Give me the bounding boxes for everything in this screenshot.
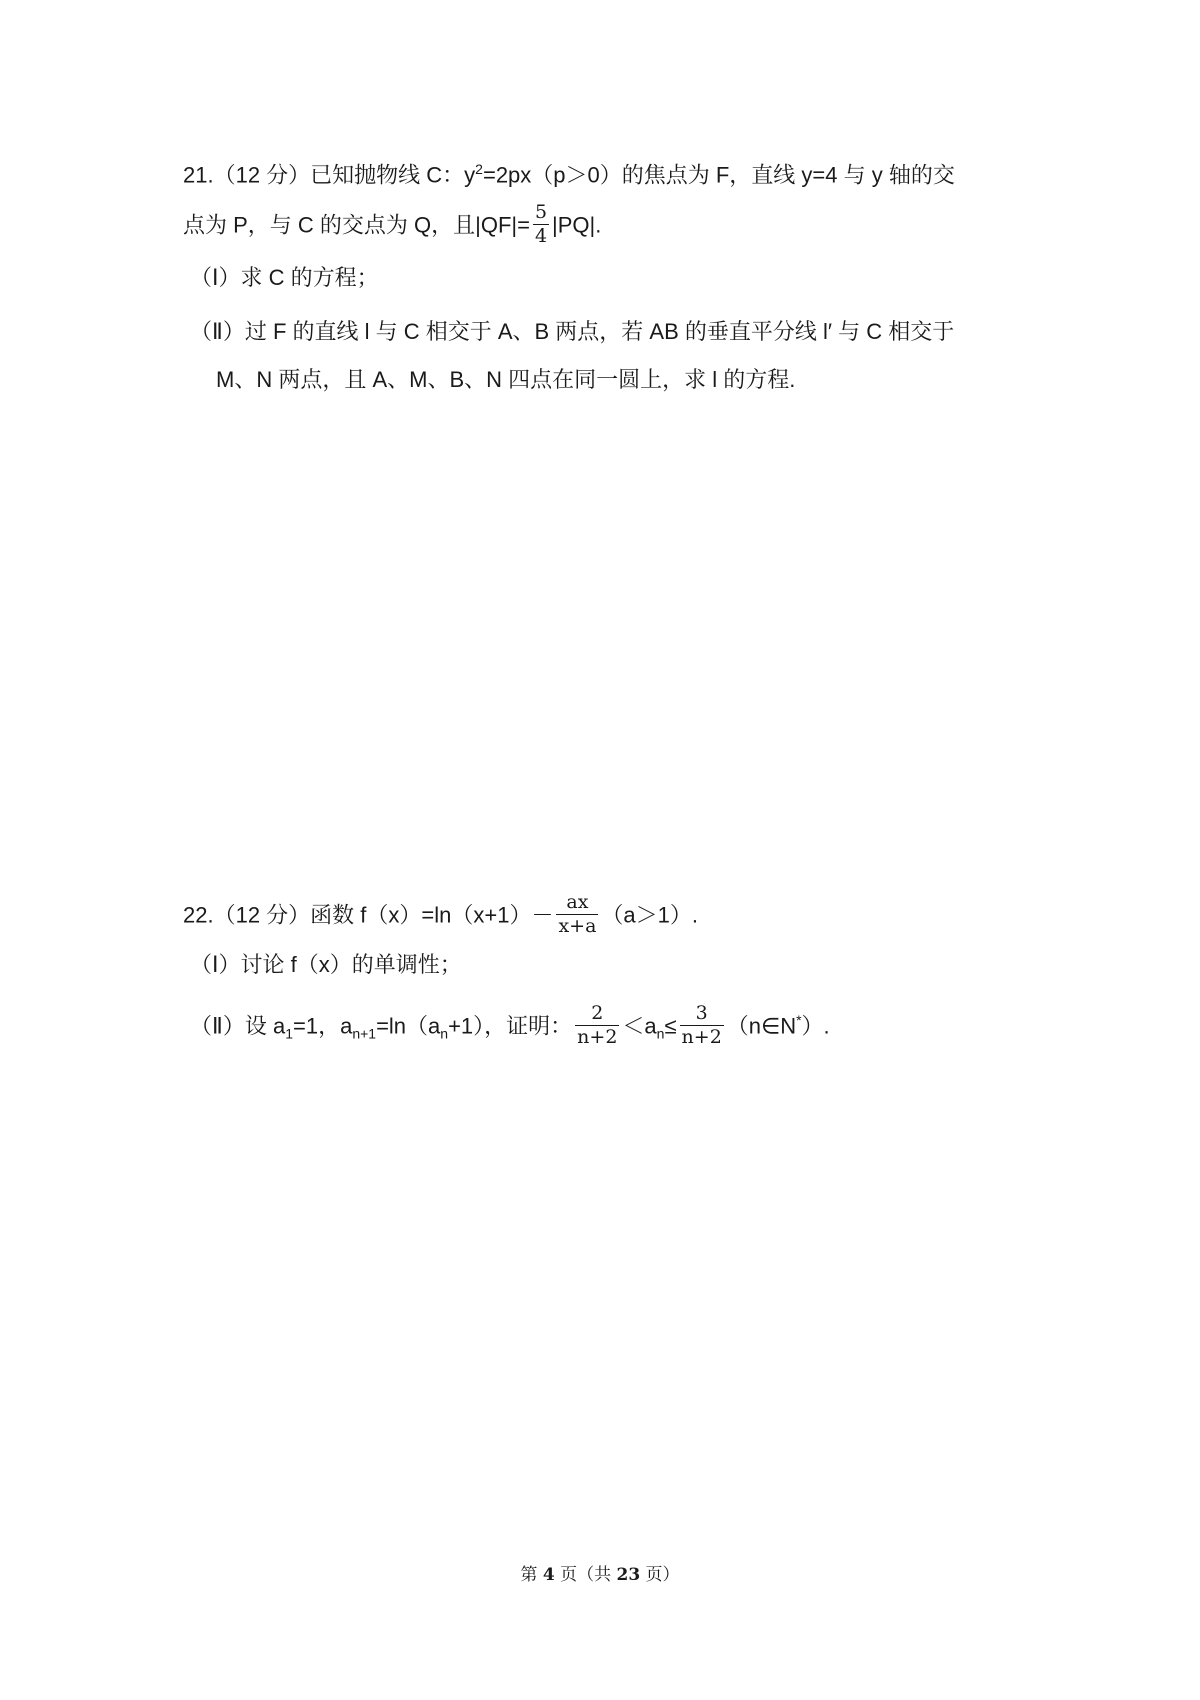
q22-part2-text-a: （Ⅱ）设 a <box>190 1013 286 1039</box>
q22-stem <box>183 891 699 938</box>
q22-fraction-numerator: ax <box>556 893 598 915</box>
q21-fraction-denominator: 4 <box>534 225 548 247</box>
q21-fraction <box>533 203 549 246</box>
footer-middle: 页（共 <box>554 1565 617 1585</box>
q21-stem-line2 <box>183 201 602 248</box>
q22-fraction-lower <box>575 1004 619 1047</box>
q22-sub-1: 1 <box>285 1025 293 1042</box>
page-footer <box>0 1560 1200 1585</box>
q21-stem-text-d: |PQ|. <box>552 212 602 238</box>
q22-fraction-upper <box>680 1004 724 1047</box>
footer-page-number: 4 <box>542 1565 555 1585</box>
footer-prefix: 第 <box>520 1565 543 1585</box>
q22-part2-text-f: ≤ <box>664 1013 677 1039</box>
q21-exponent: 2 <box>475 161 483 177</box>
q21-part1: （Ⅰ）求 C 的方程； <box>190 265 379 290</box>
q22-sub-2: n+1 <box>352 1025 377 1042</box>
q22-sup-star: * <box>796 1012 802 1028</box>
q22-part1: （Ⅰ）讨论 f（x）的单调性； <box>190 952 462 977</box>
q21-part2-line1: （Ⅱ）过 F 的直线 l 与 C 相交于 A、B 两点，若 AB 的垂直平分线 l′ 与 C 相交于 <box>190 319 955 344</box>
q21-stem-text-a: 21.（12 分）已知抛物线 C：y <box>183 162 476 188</box>
q22-part2-text-b: =1，a <box>292 1013 353 1039</box>
q22-fraction-upper-denominator: n+2 <box>681 1026 722 1049</box>
q22-part2 <box>190 1004 830 1050</box>
q21-stem-text-b: =2px（p＞0）的焦点为 F，直线 y=4 与 y 轴的交 <box>482 162 955 188</box>
q21-stem-text-c: 点为 P，与 C 的交点为 Q，且|QF|= <box>183 212 530 238</box>
q22-part2-text-g: （n∈N <box>726 1013 797 1039</box>
q22-part2-text-d: +1），证明： <box>448 1013 573 1039</box>
q21-stem-line1 <box>183 153 955 191</box>
q22-fraction <box>556 893 598 936</box>
q22-part2-text-e: ＜a <box>622 1013 657 1039</box>
footer-suffix: 页） <box>640 1565 680 1585</box>
q22-part2-text-c: =ln（a <box>376 1013 441 1039</box>
q21-fraction-numerator: 5 <box>534 201 548 223</box>
q22-sub-4: n <box>656 1025 665 1042</box>
q22-fraction-denominator: x+a <box>558 915 597 937</box>
q22-fraction-lower-numerator: 2 <box>575 1004 619 1026</box>
q22-fraction-upper-numerator: 3 <box>680 1004 724 1026</box>
q22-part2-text-h: ）. <box>801 1013 830 1039</box>
q21-part2-line2: M、N 两点，且 A、M、B、N 四点在同一圆上，求 l 的方程. <box>216 367 796 392</box>
q22-sub-3: n <box>440 1025 449 1042</box>
footer-total-pages: 23 <box>616 1565 641 1585</box>
q22-stem-text-a: 22.（12 分）函数 f（x）=ln（x+1）－ <box>183 902 554 928</box>
q22-fraction-lower-denominator: n+2 <box>577 1026 618 1049</box>
q22-stem-text-b: （a＞1）. <box>601 902 699 928</box>
